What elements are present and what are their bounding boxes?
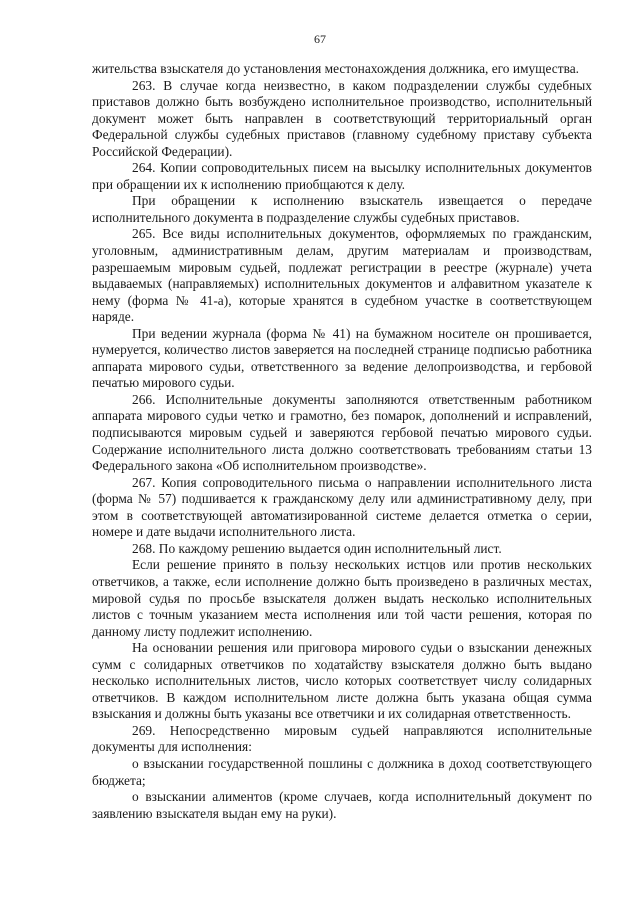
paragraph-265: 265. Все виды исполнительных документов, оформляемых по гражданским, уголовным, административным делам, другим материалам и производствам, разрешаемым мировым судьей, подлежат регистрации в реестре (журнале) учета выдаваемых (направляемых) исполнительных документов и алфавитном указателе к нему (форма № 41-а), которые хранятся в судебном участке в соответствующем наряде. — [92, 226, 592, 325]
paragraph-269: 269. Непосредственно мировым судьей направляются исполнительные документы для исполнения: — [92, 722, 592, 755]
paragraph-263: 263. В случае когда неизвестно, в каком подразделении службы судебных приставов должно быть возбуждено исполнительное производство, исполнительный документ может быть направлен в соответствующий территориальный орган Федеральной службы судебных приставов (главному судебному приставу субъекта Российской Федерации). — [92, 77, 592, 159]
page-number: 67 — [314, 32, 326, 46]
paragraph-265-journal: При ведении журнала (форма № 41) на бумажном носителе он прошивается, нумеруется, количество листов заверяется на последней странице подписью работника аппарата мирового судьи, ответственного за ведение делопроизводства, и гербовой печатью мирового судьи. — [92, 325, 592, 391]
paragraph-268: 268. По каждому решению выдается один исполнительный лист. — [132, 540, 502, 556]
paragraph-268-multiple: Если решение принято в пользу нескольких истцов или против нескольких ответчиков, а также, если исполнение должно быть произведено в различных местах, мировой судья по просьбе взыскателя должен выдать несколько исполнительных листов с точным указанием места исполнения или той части решения, которая по данному листу подлежит исполнению. — [92, 557, 592, 639]
paragraph-266: 266. Исполнительные документы заполняются ответственным работником аппарата мирового судьи четко и грамотно, без помарок, дополнений и исправлений, подписываются мировым судьей и заверяются гербовой печатью мирового судьи. Содержание исполнительного листа должно соответствовать требованиям статьи 13 Федерального закона «Об исполнительном производстве». — [92, 391, 592, 474]
paragraph-264-notice: При обращении к исполнению взыскатель извещается о передаче исполнительного документа в подразделение службы судебных приставов. — [92, 193, 592, 225]
list-item-alimony: о взыскании алиментов (кроме случаев, когда исполнительный документ по заявлению взыскателя выдан ему на руки). — [92, 789, 592, 821]
paragraph-264: 264. Копии сопроводительных писем на высылку исполнительных документов при обращении их к исполнению приобщаются к делу. — [92, 160, 592, 192]
list-item-state-duty: о взыскании государственной пошлины с должника в доход соответствующего бюджета; — [92, 755, 592, 788]
paragraph-continuation: жительства взыскателя до установления местонахождения должника, его имущества. — [92, 61, 580, 76]
paragraph-268-solidary: На основании решения или приговора мирового судьи о взыскании денежных сумм с солидарных ответчиков по ходатайству взыскателя должно быть выдано несколько исполнительных листов, число которых соответствует числу солидарных ответчиков. В каждом исполнительном листе должна быть указана общая сумма взыскания и должны быть указаны все ответчики и их солидарная ответственность. — [92, 640, 592, 722]
document-body — [92, 61, 592, 822]
paragraph-267: 267. Копия сопроводительного письма о направлении исполнительного листа (форма № 57) подшивается к гражданскому делу или административному делу, при этом в соответствующей автоматизированной системе делается отметка о серии, номере и дате выдачи исполнительного листа. — [92, 474, 592, 540]
